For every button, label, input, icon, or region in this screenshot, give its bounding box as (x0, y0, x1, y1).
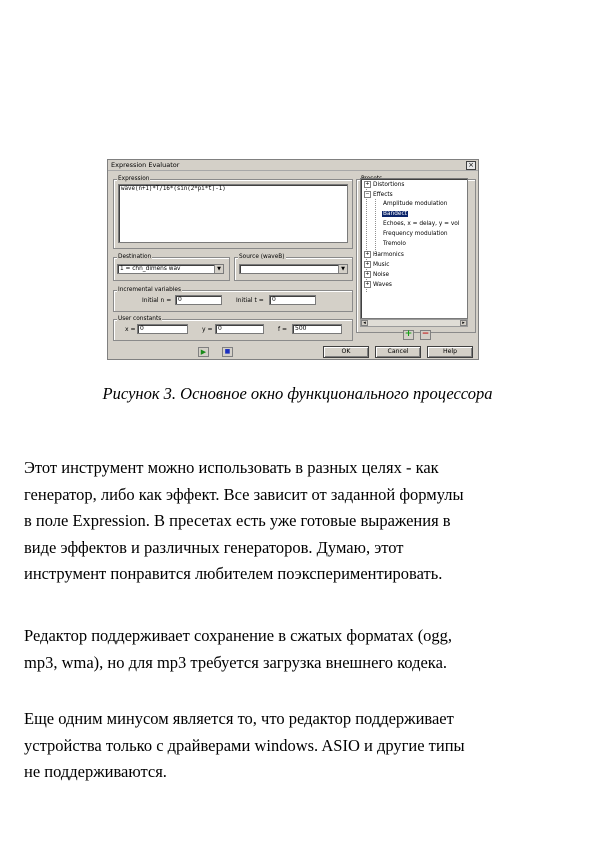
tree-item-bandect[interactable] (382, 211, 408, 218)
play-icon: ▶ (200, 348, 207, 356)
paragraph-line: Редактор поддерживает сохранение в сжатых форматах (ogg, (24, 626, 453, 645)
paragraph-1 (24, 455, 574, 588)
tree-item-music[interactable] (364, 261, 390, 269)
stop-button[interactable] (222, 347, 233, 357)
paragraph-line: mp3, wma), но для mp3 требуется загрузка внешнего кодека. (24, 652, 448, 672)
scroll-left-icon[interactable]: ◂ (361, 320, 368, 326)
play-button[interactable] (198, 347, 209, 357)
expression-textarea[interactable]: wave(n+1)*T/16*(sin(2*pi*t)-1) (118, 184, 348, 243)
cancel-button[interactable]: Cancel (375, 346, 421, 358)
expression-group-label: Expression (118, 176, 150, 182)
remove-preset-button[interactable] (420, 330, 431, 340)
expand-icon[interactable]: + (365, 251, 370, 257)
user-constants-label: User constants (118, 316, 162, 322)
destination-group (113, 254, 230, 281)
expand-icon[interactable]: + (365, 181, 370, 187)
window-title: Expression Evaluator (111, 161, 180, 169)
paragraph-line: Еще одним минусом является то, что редактор поддерживает (24, 709, 454, 728)
tree-item-effects[interactable] (364, 191, 393, 199)
source-label: Source (waveB) (239, 254, 285, 260)
tree-item-waves[interactable] (364, 281, 392, 289)
expression-group (113, 176, 353, 249)
tree-item-label: Music (373, 262, 390, 268)
tree-item-noise[interactable] (364, 271, 389, 279)
chevron-down-icon[interactable]: ▼ (338, 265, 347, 273)
minus-icon: − (421, 329, 430, 339)
incremental-variables-group (113, 287, 353, 312)
tree-item-label: Harmonics (373, 252, 404, 258)
tree-item-label: Waves (373, 282, 392, 288)
initial-n-input[interactable]: 0 (175, 295, 222, 305)
paragraph-line: устройства только с драйверами windows. ASIO и другие типы (24, 735, 465, 755)
paragraph-line: Этот инструмент можно использовать в разных целях - как (24, 458, 439, 477)
x-label: x = (125, 326, 136, 333)
paragraph-line: виде эффектов и различных генераторов. Думаю, этот (24, 537, 404, 557)
destination-label: Destination (118, 254, 152, 260)
tree-item-tremolo[interactable]: Tremolo (383, 241, 406, 247)
collapse-icon[interactable]: − (365, 191, 370, 197)
f-label: f = (278, 326, 288, 333)
tree-item-harmonics[interactable] (364, 251, 404, 259)
incremental-variables-label: Incremental variables (118, 287, 181, 293)
tree-item-label: Effects (373, 192, 393, 198)
f-input[interactable]: 500 (292, 324, 342, 334)
source-group (234, 254, 353, 281)
scroll-right-icon[interactable]: ▸ (460, 320, 467, 326)
ok-button[interactable]: OK (323, 346, 369, 358)
tree-item-frequency-modulation[interactable]: Frequency modulation (383, 231, 448, 237)
tree-item-amplitude-modulation[interactable]: Amplitude modulation (383, 201, 448, 207)
tree-guide-line (375, 199, 376, 256)
help-button[interactable]: Help (427, 346, 473, 358)
paragraph-line: инструмент понравится любителем поэкспериментировать. (24, 564, 443, 583)
paragraph-line: не поддерживаются. (24, 762, 167, 781)
presets-horizontal-scrollbar[interactable] (360, 319, 468, 327)
title-bar (108, 160, 478, 171)
initial-t-label: Initial t = (236, 297, 264, 304)
y-label: y = (202, 326, 213, 333)
expand-icon[interactable]: + (365, 261, 370, 267)
source-select[interactable] (239, 264, 348, 274)
initial-t-input[interactable]: 0 (269, 295, 316, 305)
expand-icon[interactable]: + (365, 281, 370, 287)
paragraph-2 (24, 623, 574, 676)
tree-item-label: Distortions (373, 182, 405, 188)
expand-icon[interactable]: + (365, 271, 370, 277)
expression-evaluator-window (107, 159, 479, 360)
presets-tree[interactable] (360, 178, 468, 319)
user-constants-group (113, 316, 353, 341)
tree-item-label: Bandect (383, 211, 407, 217)
plus-icon: + (404, 329, 413, 339)
tree-item-label: Noise (373, 272, 390, 278)
paragraph-line: в поле Expression. В пресетах есть уже готовые выражения в (24, 511, 451, 530)
tree-item-echoes[interactable]: Echoes, x = delay, y = vol (383, 221, 460, 227)
chevron-down-icon[interactable]: ▼ (214, 265, 223, 273)
y-input[interactable]: 0 (215, 324, 264, 334)
stop-icon: ■ (224, 348, 231, 355)
figure-caption: Рисунок 3. Основное окно функционального процессора (102, 384, 493, 403)
paragraph-line: генератор, либо как эффект. Все зависит от заданной формулы (24, 484, 464, 504)
paragraph-3 (24, 706, 574, 786)
add-preset-button[interactable] (403, 330, 414, 340)
x-input[interactable]: 0 (137, 324, 188, 334)
tree-item-distortions[interactable] (364, 181, 404, 189)
initial-n-label: Initial n = (142, 297, 172, 304)
close-button[interactable]: × (466, 161, 476, 170)
destination-value: 1 = chn_dimens wav (120, 266, 181, 272)
destination-select[interactable] (117, 264, 224, 274)
